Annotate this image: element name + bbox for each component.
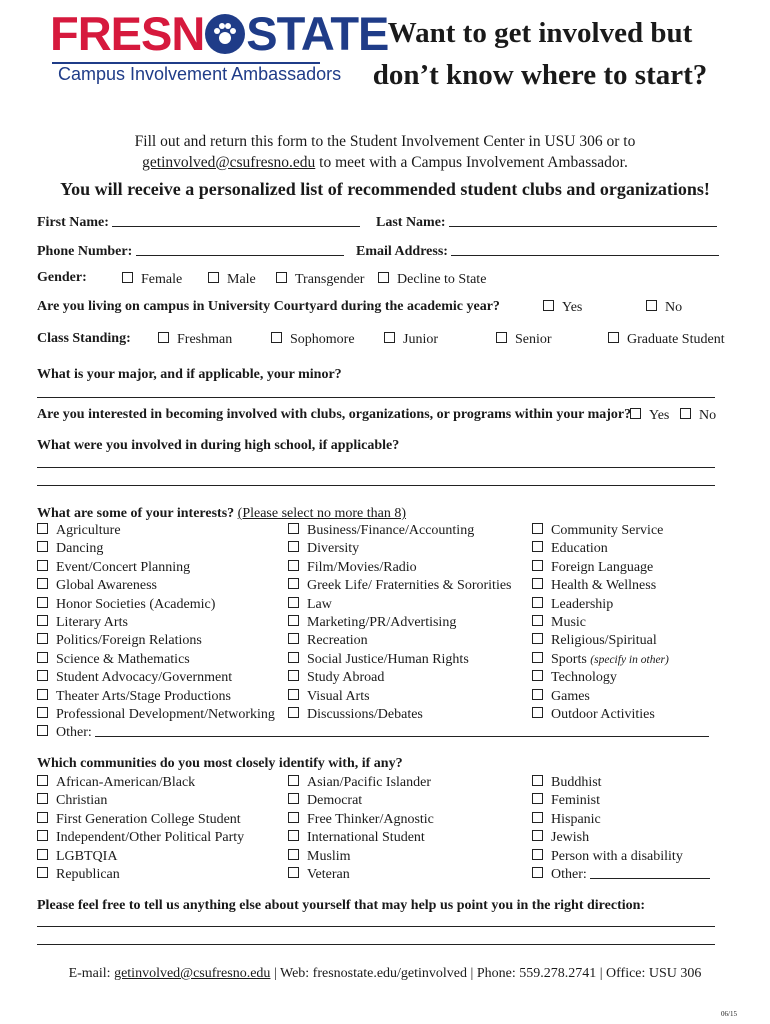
major-involve-no[interactable] [680, 408, 716, 424]
option-label: Sophomore [290, 332, 355, 347]
major-involve-question: Are you interested in becoming involved with clubs, organizations, or programs within your major? [37, 407, 632, 422]
gender-option-male[interactable] [208, 272, 256, 288]
checkbox[interactable] [288, 867, 299, 878]
interest-item[interactable] [288, 706, 512, 724]
checkbox[interactable] [37, 775, 48, 786]
option-label: Business/Finance/Accounting [307, 523, 475, 538]
highschool-answer-line-1[interactable] [37, 467, 715, 468]
logo-subtitle: Campus Involvement Ambassadors [58, 64, 342, 84]
email-field[interactable] [356, 244, 719, 260]
gender-option-decline[interactable] [378, 272, 486, 288]
checkbox[interactable] [208, 272, 219, 283]
option-label: Buddhist [551, 775, 602, 790]
community-item[interactable] [532, 774, 710, 792]
checkbox[interactable] [158, 332, 169, 343]
last-name-blank[interactable] [449, 215, 717, 227]
checkbox[interactable] [532, 867, 543, 878]
option-label: Yes [562, 300, 583, 315]
major-question: What is your major, and if applicable, your minor? [37, 367, 342, 382]
community-item[interactable] [532, 792, 710, 810]
checkbox[interactable] [288, 578, 299, 589]
community-item[interactable] [288, 848, 434, 866]
community-other[interactable] [532, 866, 710, 884]
interests-col2 [288, 522, 512, 724]
option-label: Yes [649, 408, 670, 423]
class-graduate[interactable] [608, 332, 725, 348]
highschool-answer-line-2[interactable] [37, 485, 715, 486]
community-item[interactable] [37, 811, 244, 829]
intro-line2-rest: to meet with a Campus Involvement Ambassador. [315, 154, 628, 171]
interest-item[interactable] [288, 651, 512, 669]
option-label: Religious/Spiritual [551, 633, 657, 649]
closing-answer-line-2[interactable] [37, 944, 715, 945]
option-label: Other: [56, 725, 92, 741]
checkbox[interactable] [532, 541, 543, 552]
option-label: International Student [307, 830, 425, 846]
option-label: Dancing [56, 541, 104, 557]
intro-text [20, 131, 750, 173]
class-sophomore[interactable] [271, 332, 355, 348]
option-label: Greek Life/ Fraternities & Sororities [307, 578, 512, 594]
community-item[interactable] [532, 848, 710, 866]
community-item[interactable] [288, 811, 434, 829]
option-label: Jewish [551, 830, 590, 846]
community-item[interactable] [288, 829, 434, 847]
checkbox[interactable] [288, 689, 299, 700]
checkbox[interactable] [288, 775, 299, 786]
footer-contact-info: | Web: fresnostate.edu/getinvolved | Phone: 559.278.2741 | Office: USU 306 [270, 966, 702, 981]
community-item[interactable] [37, 866, 244, 884]
checkbox[interactable] [532, 560, 543, 571]
option-label: Decline to State [397, 272, 487, 287]
communities-col2 [288, 774, 434, 884]
checkbox[interactable] [680, 408, 691, 419]
checkbox[interactable] [532, 812, 543, 823]
interest-item[interactable] [288, 559, 512, 577]
first-name-blank[interactable] [112, 215, 360, 227]
logo-text-part2: STATE [246, 7, 389, 60]
checkbox[interactable] [288, 597, 299, 608]
checkbox[interactable] [532, 652, 543, 663]
class-standing-label: Class Standing: [37, 331, 131, 346]
gender-label: Gender: [37, 270, 87, 285]
option-label: Study Abroad [307, 670, 385, 686]
option-label: Christian [56, 793, 108, 809]
phone-label: Phone Number: [37, 244, 133, 259]
interest-item[interactable] [532, 559, 669, 577]
interest-item[interactable] [532, 614, 669, 632]
option-label: Diversity [307, 541, 360, 557]
interest-item[interactable] [288, 688, 512, 706]
footer-email-label: E-mail: [68, 966, 115, 981]
option-label: Freshman [177, 332, 233, 347]
checkbox[interactable] [288, 707, 299, 718]
gender-option-transgender[interactable] [276, 272, 364, 288]
option-label: First Generation College Student [56, 811, 241, 827]
last-name-label: Last Name: [376, 215, 446, 230]
interest-item[interactable] [288, 614, 512, 632]
interest-item[interactable] [532, 522, 669, 540]
option-label: Theater Arts/Stage Productions [56, 688, 231, 704]
first-name-label: First Name: [37, 215, 109, 230]
checkbox[interactable] [532, 597, 543, 608]
class-freshman[interactable] [158, 332, 232, 348]
communities-col3 [532, 774, 710, 884]
interest-item[interactable] [532, 688, 669, 706]
checkbox[interactable] [608, 332, 619, 343]
community-item[interactable] [37, 848, 244, 866]
checkbox[interactable] [288, 830, 299, 841]
checkbox[interactable] [37, 812, 48, 823]
interest-other[interactable] [37, 724, 709, 742]
option-label: Agriculture [56, 523, 121, 538]
checkbox[interactable] [288, 615, 299, 626]
checkbox[interactable] [288, 560, 299, 571]
checkbox[interactable] [532, 689, 543, 700]
checkbox[interactable] [122, 272, 133, 283]
checkbox[interactable] [37, 615, 48, 626]
option-label: Professional Development/Networking [56, 707, 275, 723]
checkbox[interactable] [37, 707, 48, 718]
interest-item[interactable] [288, 669, 512, 687]
interest-item[interactable] [532, 596, 669, 614]
checkbox[interactable] [37, 689, 48, 700]
campus-no[interactable] [646, 300, 682, 316]
highlight-text: You will receive a personalized list of recommended student clubs and organizations! [60, 179, 710, 199]
community-item[interactable] [288, 866, 434, 884]
checkbox[interactable] [37, 633, 48, 644]
email-blank[interactable] [451, 244, 719, 256]
checkbox[interactable] [37, 867, 48, 878]
option-label: Outdoor Activities [551, 707, 655, 723]
intro-email-link[interactable]: getinvolved@csufresno.edu [142, 154, 316, 171]
community-item[interactable] [288, 792, 434, 810]
checkbox[interactable] [288, 793, 299, 804]
checkbox[interactable] [288, 670, 299, 681]
phone-field[interactable] [37, 244, 344, 260]
option-label: Muslim [307, 848, 351, 864]
checkbox[interactable] [288, 652, 299, 663]
option-label: Senior [515, 332, 552, 347]
option-label: Feminist [551, 793, 601, 809]
option-label: Film/Movies/Radio [307, 559, 417, 575]
intro-line2 [20, 152, 750, 173]
option-label: Junior [403, 332, 438, 347]
intro-line1: Fill out and return this form to the Student Involvement Center in USU 306 or to [134, 133, 636, 150]
revision-date: 06/15 [721, 1010, 737, 1018]
option-label: Recreation [307, 633, 368, 649]
closing-answer-line-1[interactable] [37, 926, 715, 927]
highschool-question: What were you involved in during high school, if applicable? [37, 438, 400, 453]
option-label: Sports [551, 651, 587, 667]
checkbox[interactable] [532, 707, 543, 718]
checkbox[interactable] [288, 523, 299, 534]
option-label: Visual Arts [307, 688, 370, 704]
interest-item[interactable] [532, 706, 669, 724]
option-label: Literary Arts [56, 615, 128, 631]
interest-item[interactable] [532, 577, 669, 595]
checkbox[interactable] [532, 523, 543, 534]
checkbox[interactable] [271, 332, 282, 343]
option-label: Foreign Language [551, 559, 654, 575]
checkbox[interactable] [37, 725, 48, 736]
checkbox[interactable] [532, 615, 543, 626]
interest-item[interactable] [288, 596, 512, 614]
interest-item[interactable] [288, 522, 512, 540]
option-label: Education [551, 541, 608, 557]
option-label: Male [227, 272, 256, 287]
checkbox[interactable] [288, 633, 299, 644]
checkbox[interactable] [288, 812, 299, 823]
community-item[interactable] [532, 829, 710, 847]
interests-note: (Please select no more than 8) [237, 506, 406, 521]
checkbox[interactable] [37, 523, 48, 534]
option-label: Community Service [551, 523, 664, 538]
checkbox[interactable] [384, 332, 395, 343]
checkbox[interactable] [37, 849, 48, 860]
checkbox[interactable] [288, 849, 299, 860]
phone-blank[interactable] [136, 244, 344, 256]
checkbox[interactable] [532, 830, 543, 841]
option-label: Health & Wellness [551, 578, 657, 594]
option-label: Music [551, 615, 586, 631]
email-label: Email Address: [356, 244, 448, 259]
checkbox[interactable] [37, 578, 48, 589]
option-label: Marketing/PR/Advertising [307, 615, 457, 631]
checkbox[interactable] [37, 541, 48, 552]
interest-item[interactable] [532, 651, 669, 669]
option-label: Transgender [295, 272, 365, 287]
communities-question: Which communities do you most closely identify with, if any? [37, 756, 403, 771]
logo-text-part1: FRESN [50, 7, 205, 60]
community-item[interactable] [37, 829, 244, 847]
option-label: Other: [551, 867, 587, 883]
option-label: African-American/Black [56, 775, 196, 790]
option-label: Asian/Pacific Islander [307, 775, 432, 790]
checkbox[interactable] [532, 578, 543, 589]
checkbox[interactable] [37, 652, 48, 663]
option-label: Independent/Other Political Party [56, 830, 245, 846]
checkbox[interactable] [288, 541, 299, 552]
checkbox[interactable] [532, 633, 543, 644]
campus-question: Are you living on campus in University Courtyard during the academic year? [37, 299, 500, 314]
option-label: Technology [551, 670, 617, 686]
checkbox[interactable] [630, 408, 641, 419]
interests-col3 [532, 522, 669, 724]
closing-question: Please feel free to tell us anything else about yourself that may help us point you in the right direction: [37, 898, 646, 913]
campus-yes[interactable] [543, 300, 582, 316]
community-item[interactable] [532, 811, 710, 829]
checkbox[interactable] [496, 332, 507, 343]
last-name-field[interactable] [376, 215, 717, 231]
checkbox[interactable] [276, 272, 287, 283]
option-label: Science & Mathematics [56, 651, 190, 667]
community-item[interactable] [37, 774, 244, 792]
interest-item[interactable] [532, 632, 669, 650]
class-junior[interactable] [384, 332, 438, 348]
option-label: Social Justice/Human Rights [307, 651, 469, 667]
option-label: No [665, 300, 683, 315]
option-label: LGBTQIA [56, 848, 118, 864]
option-label: Politics/Foreign Relations [56, 633, 202, 649]
interests-question-text: What are some of your interests? [37, 506, 235, 521]
option-label: Games [551, 688, 590, 704]
option-label: Student Advocacy/Government [56, 670, 233, 686]
interest-item[interactable] [288, 577, 512, 595]
option-label: Free Thinker/Agnostic [307, 811, 434, 827]
interest-item[interactable] [288, 540, 512, 558]
option-label: Event/Concert Planning [56, 559, 191, 575]
option-label: Hispanic [551, 811, 601, 827]
fresno-state-logo [50, 6, 388, 62]
interests-question [37, 506, 406, 522]
checkbox[interactable] [532, 775, 543, 786]
option-label: Global Awareness [56, 578, 157, 594]
interest-item[interactable] [532, 540, 669, 558]
checkbox[interactable] [532, 670, 543, 681]
first-name-field[interactable] [37, 215, 360, 231]
checkbox[interactable] [378, 272, 389, 283]
option-label: Graduate Student [627, 332, 725, 347]
option-label: Democrat [307, 793, 363, 809]
checkbox[interactable] [646, 300, 657, 311]
option-label: No [699, 408, 717, 423]
checkbox[interactable] [532, 793, 543, 804]
option-label: Discussions/Debates [307, 707, 423, 723]
option-label: Female [141, 272, 183, 287]
major-answer-line[interactable] [37, 397, 715, 398]
option-label: Law [307, 596, 332, 612]
option-label: Leadership [551, 596, 614, 612]
major-involve-yes[interactable] [630, 408, 669, 424]
checkbox[interactable] [37, 597, 48, 608]
footer [20, 966, 750, 982]
headline-line1: Want to get involved but [387, 17, 693, 49]
option-label: Veteran [307, 867, 350, 883]
footer-email-link[interactable]: getinvolved@csufresno.edu [114, 966, 271, 981]
interest-item[interactable] [288, 632, 512, 650]
checkbox[interactable] [37, 560, 48, 571]
option-label: Honor Societies (Academic) [56, 596, 216, 612]
interest-item[interactable] [532, 669, 669, 687]
checkbox[interactable] [37, 670, 48, 681]
community-other-blank[interactable] [590, 867, 710, 879]
headline [340, 12, 740, 96]
option-label: Republican [56, 867, 120, 883]
community-item[interactable] [288, 774, 434, 792]
checkbox[interactable] [37, 793, 48, 804]
headline-line2: don’t know where to start? [372, 59, 708, 91]
sports-note: (specify in other) [590, 653, 669, 666]
paw-icon [205, 14, 245, 54]
checkbox[interactable] [532, 849, 543, 860]
checkbox[interactable] [543, 300, 554, 311]
option-label: Person with a disability [551, 848, 683, 864]
checkbox[interactable] [37, 830, 48, 841]
interest-other-blank[interactable] [95, 725, 709, 737]
class-senior[interactable] [496, 332, 552, 348]
gender-option-female[interactable] [122, 272, 182, 288]
community-item[interactable] [37, 792, 244, 810]
communities-col1 [37, 774, 244, 884]
